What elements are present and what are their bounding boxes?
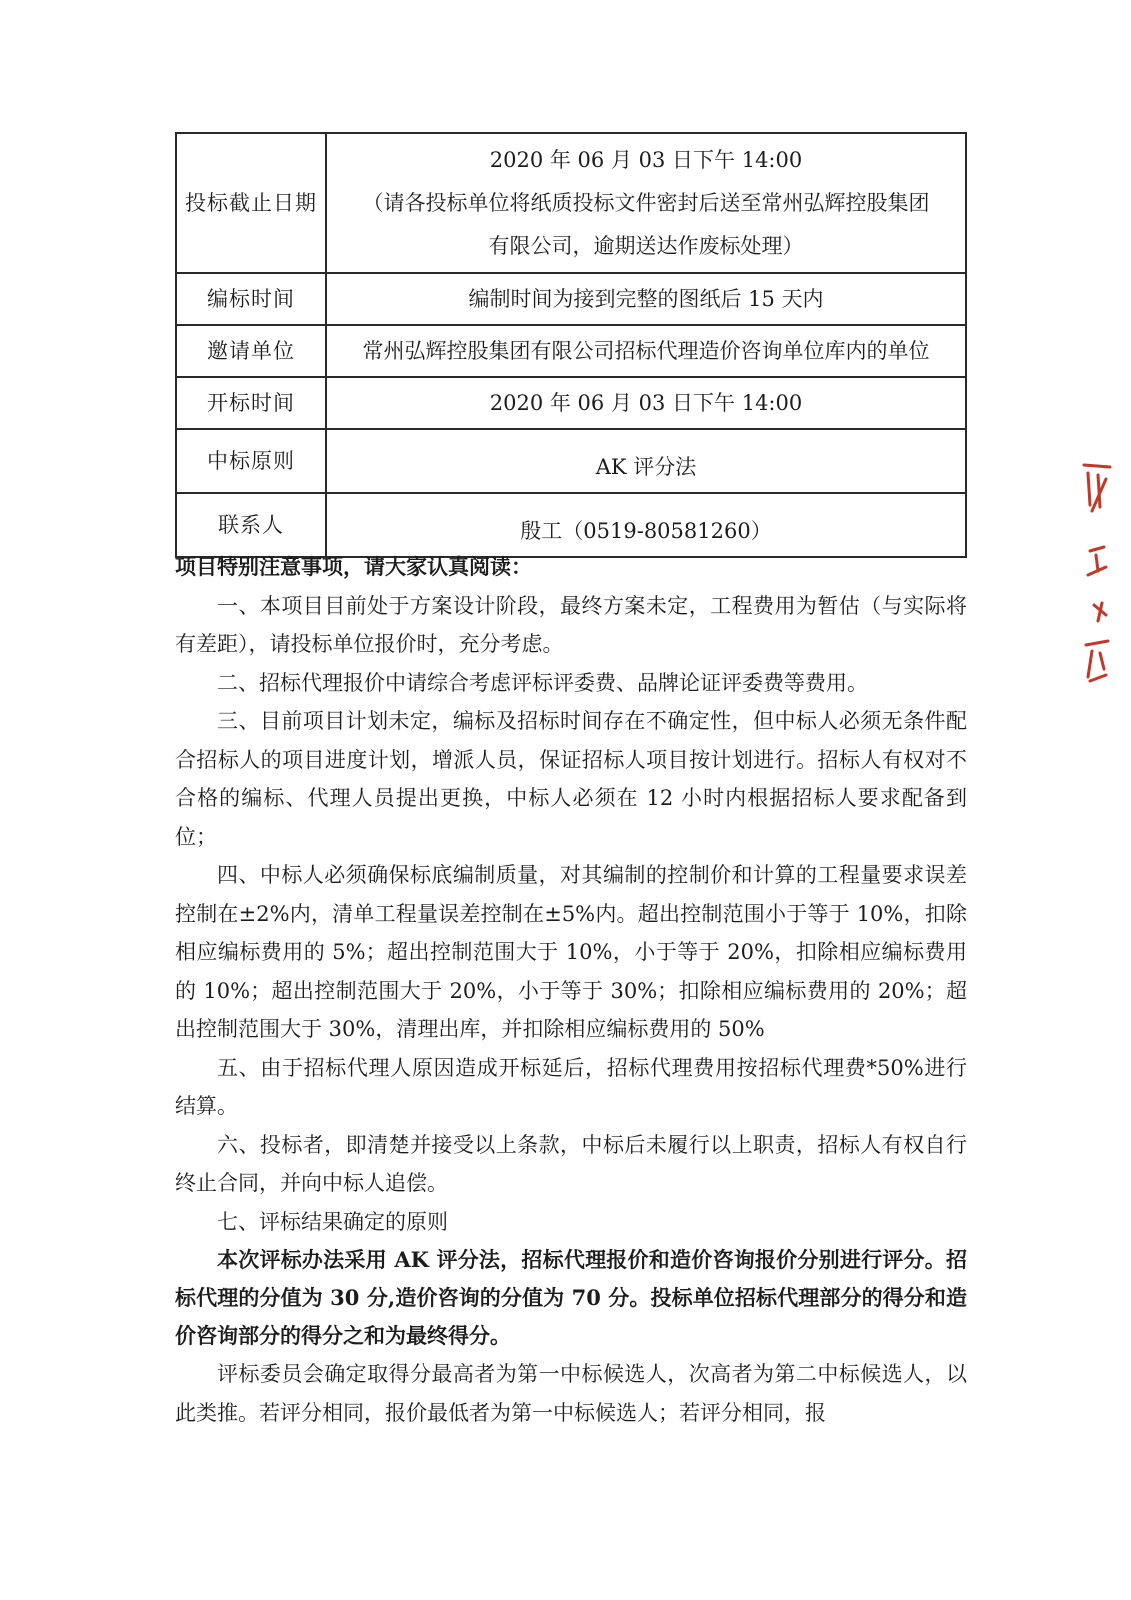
- notes-section: [175, 548, 967, 1432]
- table-row-opening-time: [176, 377, 966, 429]
- note-item: 一、本项目目前处于方案设计阶段，最终方案未定，工程费用为暂估（与实际将有差距），请投标单位报价时，充分考虑。: [175, 593, 967, 656]
- bid-deadline-line-1: 2020 年 06 月 03 日下午 14:00: [489, 147, 803, 172]
- scoring-method-paragraph: 本次评标办法采用 AK 评分法，招标代理报价和造价咨询报价分别进行评分。招标代理的分值为 30 分,造价咨询的分值为 70 分。投标单位招标代理部分的得分和造价咨询部分的得分之和为最终得分。: [175, 1247, 967, 1348]
- bid-deadline-line-3: 有限公司，逾期送达作废标处理）: [488, 233, 804, 258]
- bid-deadline-line-2: （请各投标单位将纸质投标文件密封后送至常州弘辉控股集团: [362, 190, 930, 215]
- opening-time-value: 2020 年 06 月 03 日下午 14:00: [326, 377, 966, 429]
- note-item: 七、评标结果确定的原则: [217, 1209, 448, 1234]
- table-row-compile-time: [176, 273, 966, 325]
- candidate-ranking-paragraph: 评标委员会确定取得分最高者为第一中标候选人，次高者为第二中标候选人，以此类推。若评分相同，报价最低者为第一中标候选人；若评分相同，报: [175, 1362, 967, 1425]
- notes-heading: 项目特别注意事项，请大家认真阅读：: [175, 554, 532, 579]
- table-row-invited-units: [176, 325, 966, 377]
- bid-deadline-value: [326, 133, 966, 273]
- note-item: 三、目前项目计划未定，编标及招标时间存在不确定性，但中标人必须无条件配合招标人的项目进度计划，增派人员，保证招标人项目按计划进行。招标人有权对不合格的编标、代理人员提出更换，中标人必须在 12 小时内根据招标人要求配备到位；: [175, 709, 967, 849]
- table-row-bid-deadline: [176, 133, 966, 273]
- bid-deadline-label: 投标截止日期: [176, 133, 326, 273]
- award-principle-value: AK 评分法: [326, 429, 966, 493]
- invited-units-label: 邀请单位: [176, 325, 326, 377]
- opening-time-label: 开标时间: [176, 377, 326, 429]
- invited-units-value: 常州弘辉控股集团有限公司招标代理造价咨询单位库内的单位: [326, 325, 966, 377]
- table-row-award-principle: [176, 429, 966, 493]
- seal-edge-mark: [1078, 455, 1118, 700]
- note-item: 六、投标者，即清楚并接受以上条款，中标后未履行以上职责，招标人有权自行终止合同，并向中标人追偿。: [175, 1132, 967, 1195]
- compile-time-value: 编制时间为接到完整的图纸后 15 天内: [326, 273, 966, 325]
- contact-value: 殷工（0519-80581260）: [326, 493, 966, 557]
- contact-label: 联系人: [176, 493, 326, 557]
- note-item: 二、招标代理报价中请综合考虑评标评委费、品牌论证评委费等费用。: [217, 670, 868, 695]
- note-item: 四、中标人必须确保标底编制质量，对其编制的控制价和计算的工程量要求误差控制在±2%内，清单工程量误差控制在±5%内。超出控制范围小于等于 10%，扣除相应编标费用的 5%；超出控制范围大于 10%，小于等于 20%，扣除相应编标费用的 10%；超出控制范围大于 20%，小于等于 30%；扣除相应编标费用的 20%；超出控制范围大于 30%，清理出库，并扣除相应编标费用的 50%: [175, 863, 967, 1041]
- compile-time-label: 编标时间: [176, 273, 326, 325]
- bid-info-table: [175, 132, 967, 558]
- note-item: 五、由于招标代理人原因造成开标延后，招标代理费用按招标代理费*50%进行结算。: [175, 1055, 967, 1118]
- award-principle-label: 中标原则: [176, 429, 326, 493]
